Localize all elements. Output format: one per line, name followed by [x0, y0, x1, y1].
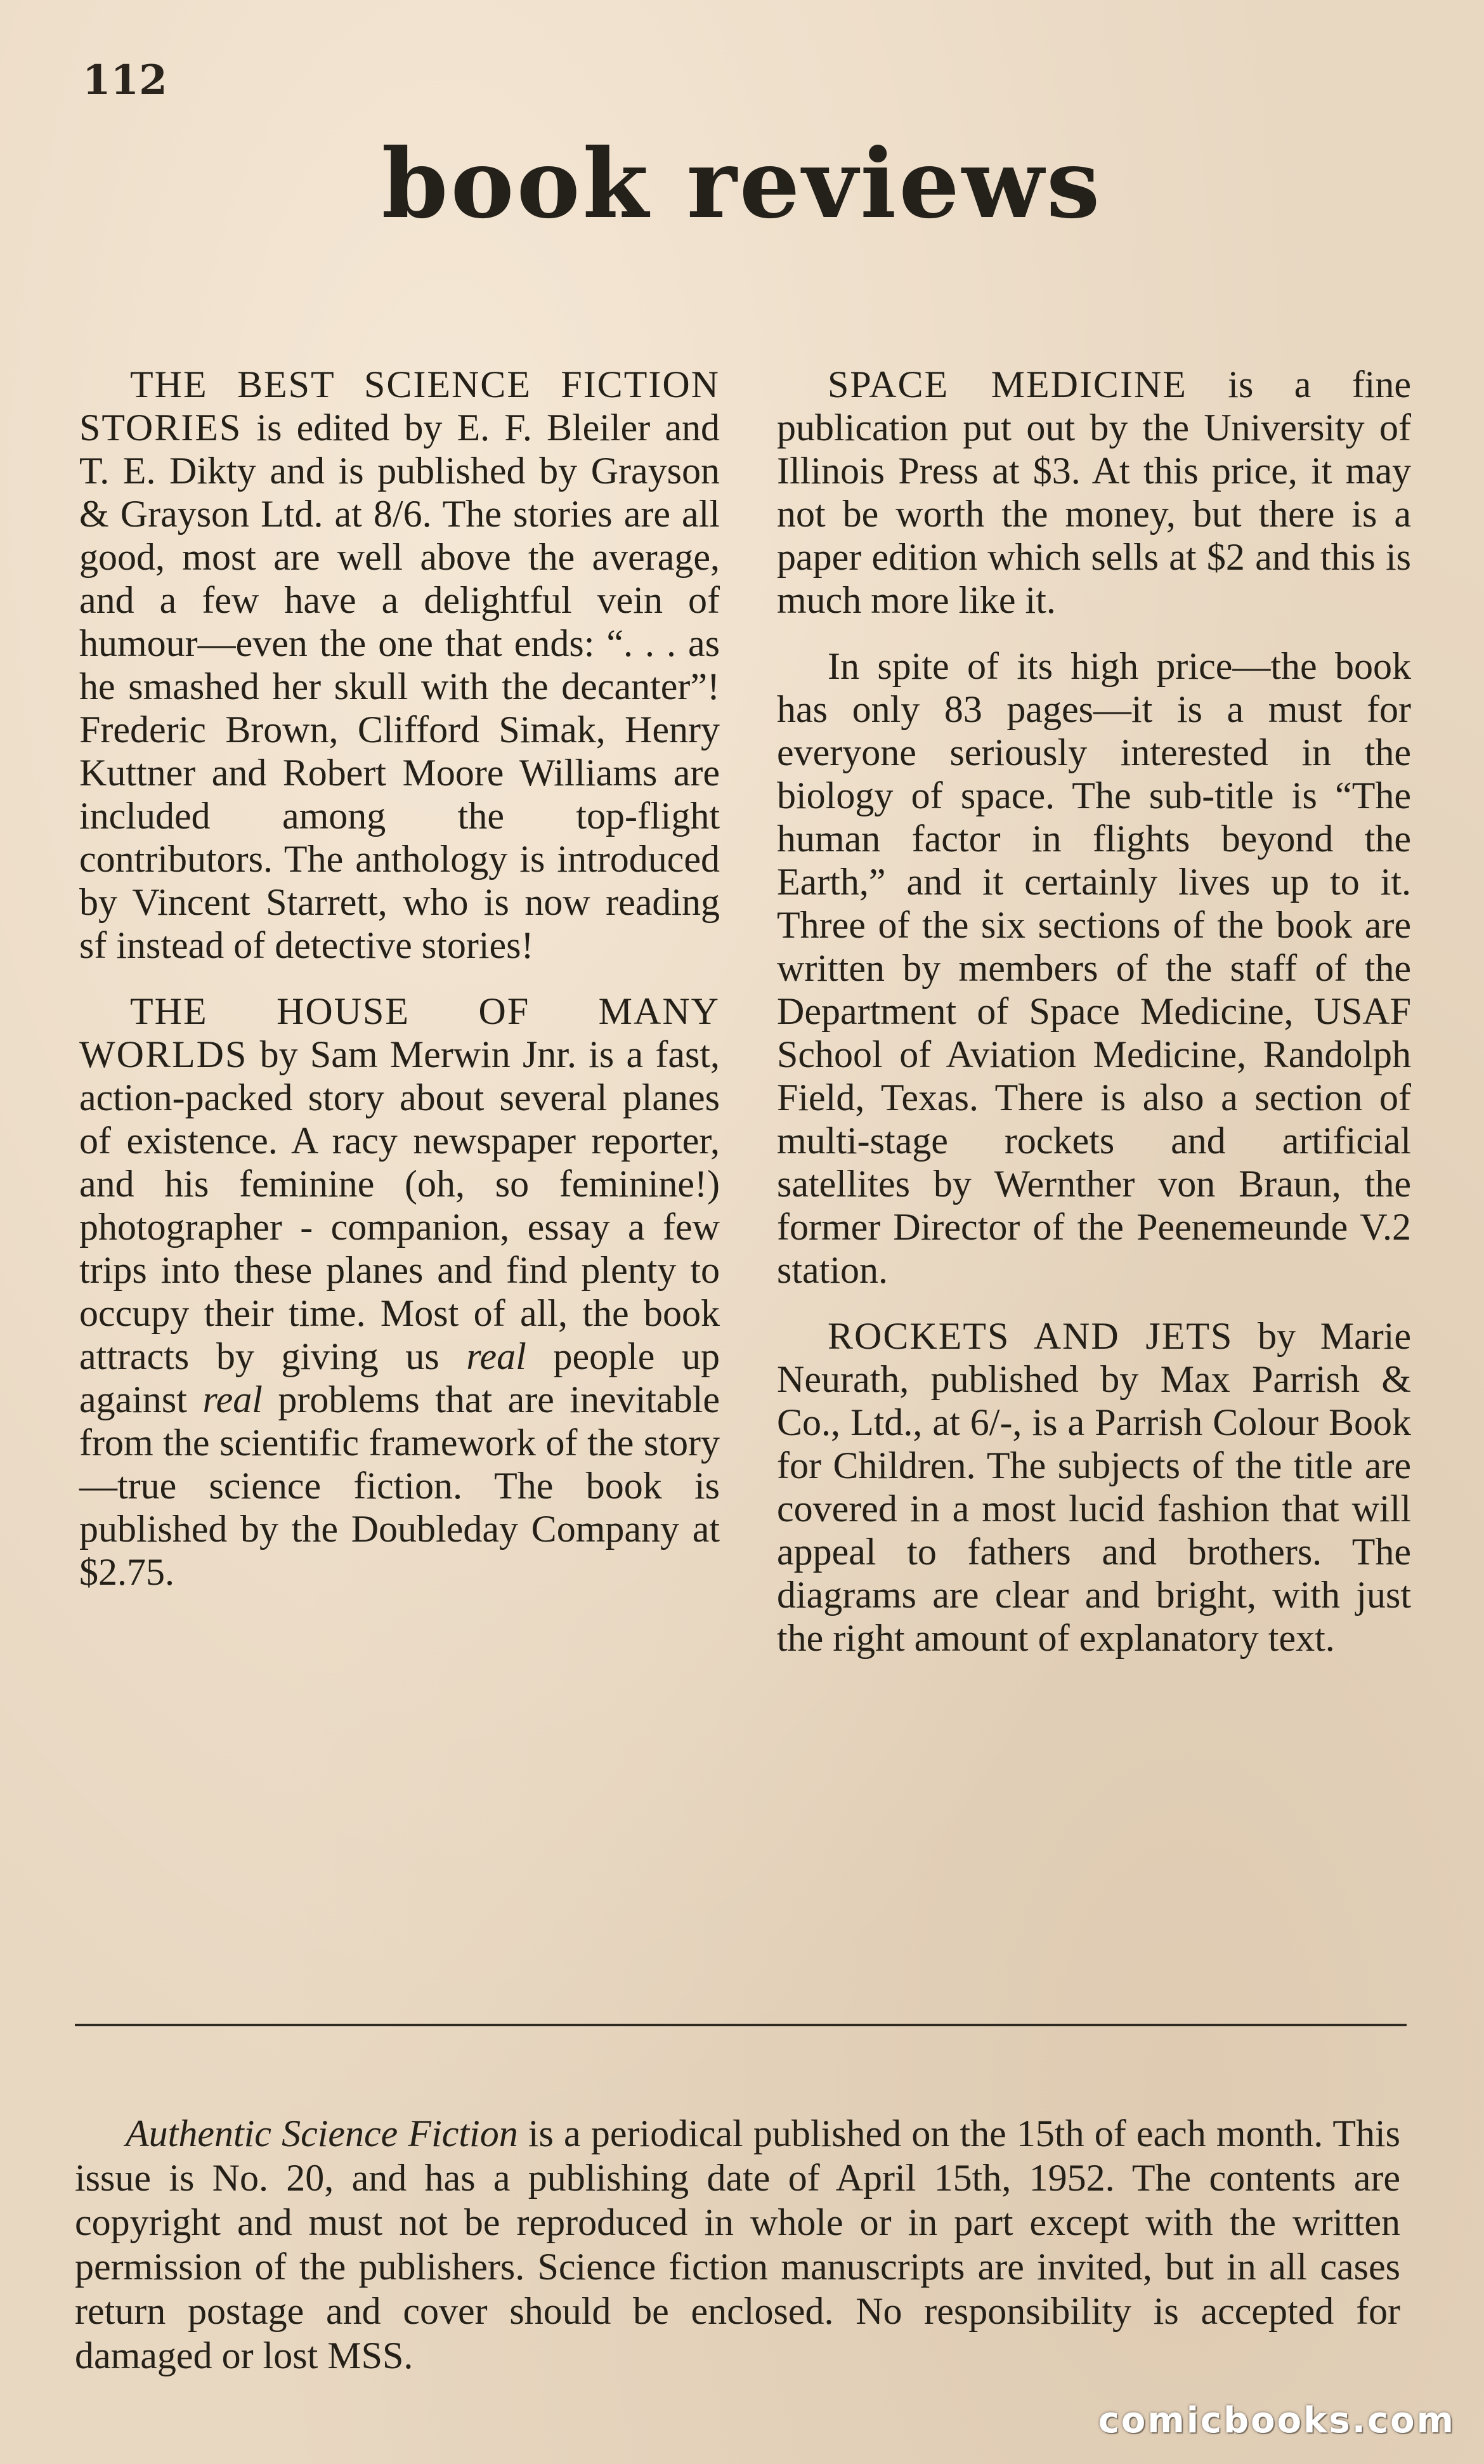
review-body: by Marie Neurath, published by Max Parrish & Co., Ltd., at 6/-, is a Parrish Colour Book for Children. The subjects of the title are covered in a most lucid fashion that will appeal to fathers and brothers. The diagrams are clear and bright, with just the right amount of explanatory text.	[777, 1315, 1411, 1659]
page-number: 112	[82, 56, 167, 104]
review-heading: ROCKETS AND JETS	[828, 1315, 1233, 1357]
review-body: people up against	[79, 1335, 720, 1420]
review-body: problems that are inevitable from the scientific framework of the story—true science fiction. The book is published by the Doubleday Company at $2.75.	[79, 1379, 720, 1593]
left-column	[79, 363, 720, 1616]
colophon-text: is a periodical published on the 15th of each month. This issue is No. 20, and has a publishing date of April 15th, 1952. The contents are copyright and must not be reproduced in whole or in part except with the written permission of the publishers. Science fiction manuscripts are invited, but in all cases return postage and cover should be enclosed. No responsibility is accepted for damaged or lost MSS.	[75, 2113, 1401, 2376]
review-heading: SPACE MEDICINE	[828, 364, 1187, 405]
publication-colophon	[75, 2111, 1400, 2378]
review-body: is edited by E. F. Bleiler and T. E. Dikty and is published by Grayson & Grayson Ltd. at 8/6. The stories are all good, most are well above the average, and a few have a delightful vein of humour—even the one that ends: “. . . as he smashed her skull with the decanter”! Frederic Brown, Clifford Simak, Henry Kuttner and Robert Moore Williams are included among the top-flight contributors. The anthology is introduced by Vincent Starrett, who is now reading sf instead of detective stories!	[79, 407, 720, 966]
review-heading: THE HOUSE OF MANY WORLDS	[79, 990, 720, 1075]
watermark: comicbooks.com	[1098, 2400, 1455, 2441]
review-best-science-fiction-stories	[79, 363, 720, 967]
emphasis-text: real	[466, 1335, 526, 1377]
review-heading: THE BEST SCIENCE FICTION STORIES	[79, 364, 720, 449]
page-title: book reviews	[381, 128, 1103, 240]
review-rockets-and-jets	[777, 1314, 1411, 1660]
review-body: is a fine publication put out by the University of Illinois Press at $3. At this price, it may not be worth the money, but there is a paper edition which sells at $2 and this is much more like it.	[777, 364, 1411, 621]
review-space-medicine-continued: In spite of its high price—the book has only 83 pages—it is a must for everyone seriously interested in the biology of space. The sub-title is “The human factor in flights beyond the Earth,” and it certainly lives up to it. Three of the six sections of the book are written by members of the staff of the Department of Space Medicine, USAF School of Aviation Medicine, Randolph Field, Texas. There is also a section of multi-stage rockets and artificial satellites by Wernther von Braun, the former Director of the Peenemeunde V.2 station.	[777, 645, 1411, 1291]
review-house-of-many-worlds	[79, 990, 720, 1594]
divider-rule	[75, 2024, 1407, 2026]
review-body: by Sam Merwin Jnr. is a fast, action-packed story about several planes of existence. A racy newspaper reporter, and his feminine (oh, so feminine!) photographer - companion, essay a few trips into these planes and find plenty to occupy their time. Most of all, the book attracts by giving us	[79, 1033, 720, 1377]
review-space-medicine	[777, 363, 1411, 622]
publication-name: Authentic Science Fiction	[126, 2113, 518, 2154]
right-column	[777, 363, 1411, 1682]
emphasis-text: real	[202, 1379, 263, 1420]
